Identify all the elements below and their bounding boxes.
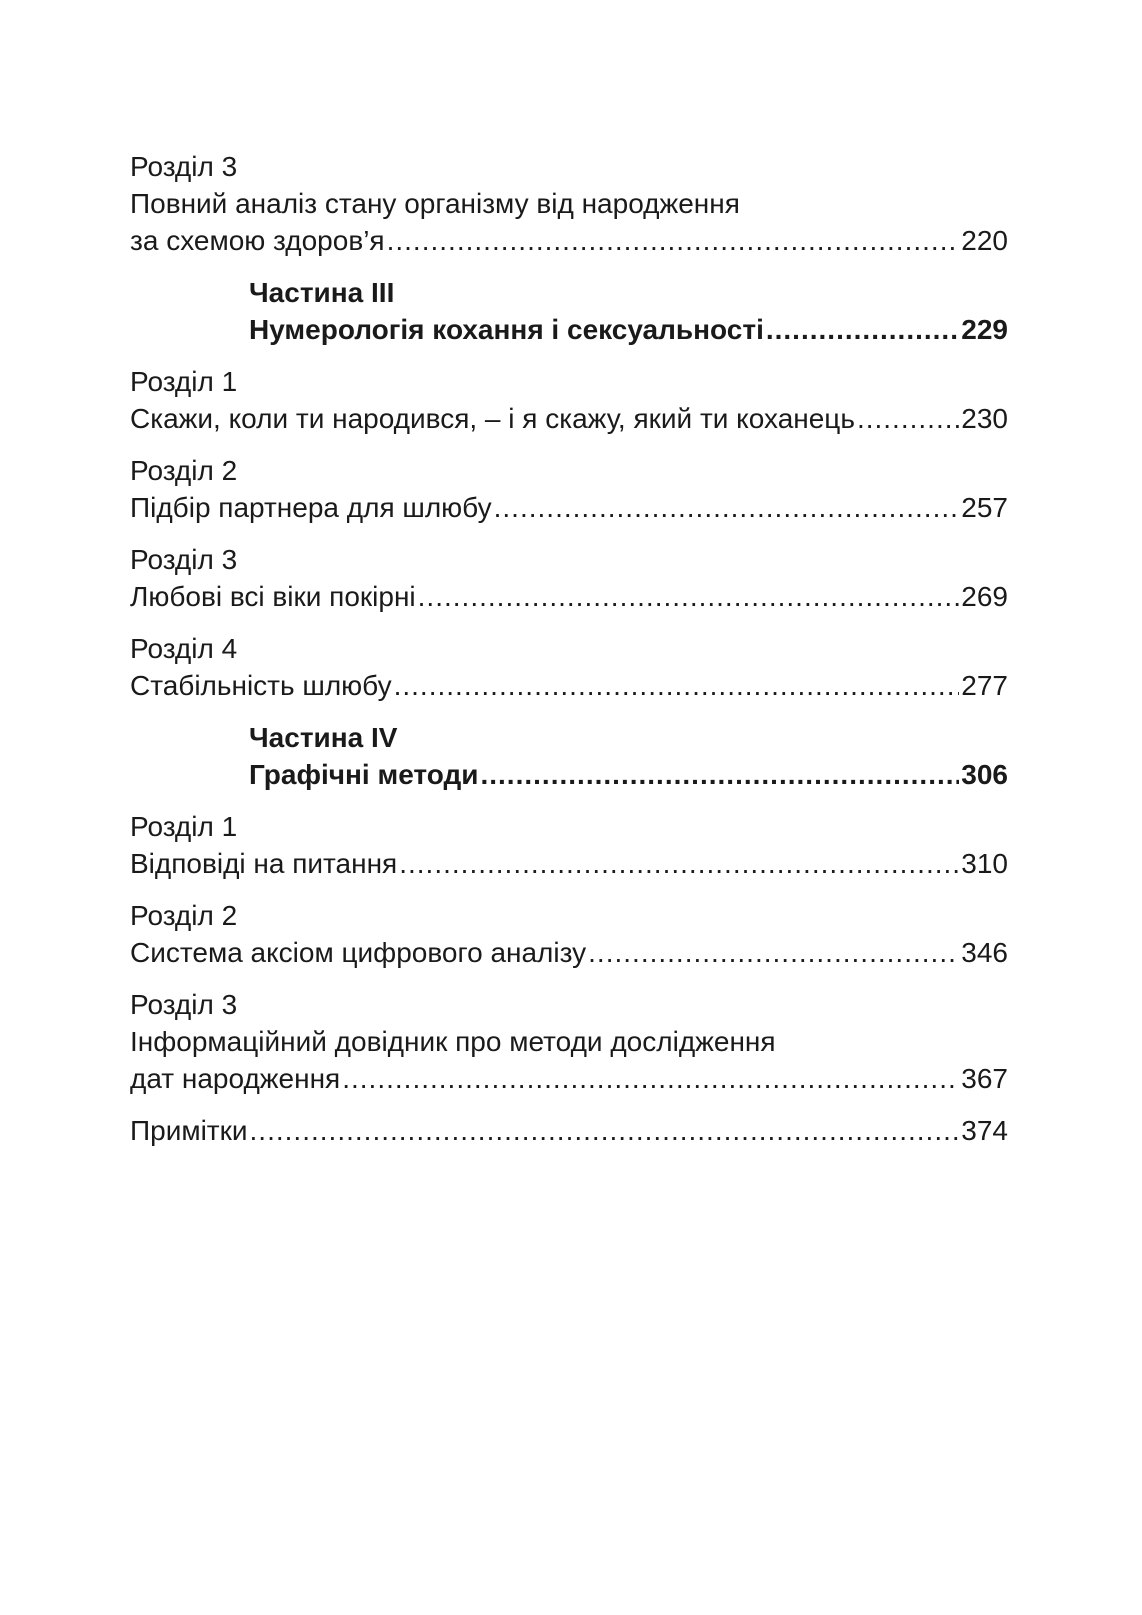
entry-title-continued: дат народження [130,1063,341,1094]
section-label: Розділ 3 [130,544,238,575]
toc-entry [130,452,1008,526]
section-label: Розділ 1 [130,366,238,397]
entry-title: Повний аналіз стану організму від народження [130,188,740,219]
page-number: 230 [961,403,1008,434]
entry-title: Любові всі віки покірні [130,581,416,612]
section-label: Розділ 2 [130,455,238,486]
section-label: Розділ 3 [130,151,238,182]
dot-leader [342,1060,959,1097]
entry-row [130,1060,1008,1097]
dot-leader [857,400,959,437]
page-number: 310 [961,848,1008,879]
dot-leader [494,489,960,526]
part-title: Графічні методи [249,759,479,790]
entry-title: Відповіді на питання [130,848,398,879]
toc-entry [130,1112,1008,1149]
section-label: Розділ 3 [130,989,238,1020]
dot-leader [418,578,960,615]
toc-entry [130,148,1008,259]
part-heading [249,274,1008,348]
toc-entry [130,363,1008,437]
entry-row [130,400,1008,437]
entry-title: Система аксіом цифрового аналізу [130,937,587,968]
dot-leader [250,1112,960,1149]
page-number: 269 [961,581,1008,612]
entry-row [130,222,1008,259]
entry-row [130,1112,1008,1149]
page-number: 229 [961,314,1008,345]
entry-title: Стабільність шлюбу [130,670,392,701]
entry-row [130,489,1008,526]
toc-entry [130,630,1008,704]
part-heading [249,719,1008,793]
toc-entry [130,808,1008,882]
dot-leader [387,222,960,259]
part-label: Частина III [249,277,395,308]
page-number: 306 [961,759,1008,790]
section-label: Розділ 2 [130,900,238,931]
section-label: Розділ 4 [130,633,238,664]
table-of-contents [130,148,1008,1164]
page-number: 257 [961,492,1008,523]
entry-row [130,667,1008,704]
entry-title: Інформаційний довідник про методи дослідження [130,1026,776,1057]
page-number: 374 [961,1115,1008,1146]
part-title: Нумерологія кохання і сексуальності [249,314,764,345]
page-number: 346 [961,937,1008,968]
entry-row [130,845,1008,882]
page-number: 277 [961,670,1008,701]
page-number: 367 [961,1063,1008,1094]
toc-entry [130,986,1008,1097]
entry-row [130,934,1008,971]
dot-leader [399,845,959,882]
entry-title: Підбір партнера для шлюбу [130,492,492,523]
entry-title: Примітки [130,1115,248,1146]
toc-entry [130,897,1008,971]
dot-leader [588,934,959,971]
toc-entry [130,541,1008,615]
page-number: 220 [961,225,1008,256]
dot-leader [394,667,960,704]
dot-leader [480,756,959,793]
entry-row [130,578,1008,615]
section-label: Розділ 1 [130,811,238,842]
entry-row [249,756,1008,793]
entry-title: Скажи, коли ти народився, – і я скажу, який ти коханець [130,403,855,434]
dot-leader [766,311,959,348]
part-label: Частина IV [249,722,398,753]
entry-row [249,311,1008,348]
entry-title-continued: за схемою здоров’я [130,225,385,256]
